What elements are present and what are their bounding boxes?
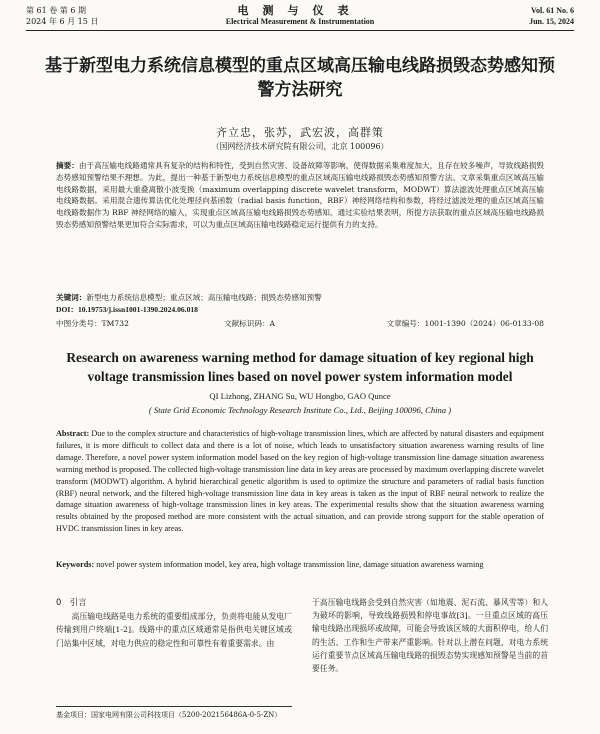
abstract-cn-text: 由于高压输电线路通常具有复杂的结构和特性，受到自然灾害、设备故障等影响，使得数据采集难度加大，且存在较多噪声，导致线路损毁态势感知预警结果不理想。为此，提出一种基于新型电力系统信息模型的重点区域高压输电线路损毁态势感知预警方法。文章采集重点区域高压输电线路数据，采用最大重叠离散小波变换（maximum overlapping discrete wavelet transform，MODWT）算法滤波处理重点区域高压输电线路数据。采用混合遗传算法优化处理径向基函数（radial basis function，RBF）神经网络结构和参数，将经过滤波处理的重点区域高压输电线路数据作为 RBF 神经网络的输入，实现重点区域高压输电线路损毁态势感知。通过实验结果表明，所提方法获取的重点区域高压输电线路损毁态势感知预警结果更加符合实际需求，可以为重点区域高压输电线路稳定运行提供有力的支持。 <box>56 161 545 229</box>
abstract-en-label: Abstract: <box>56 429 90 438</box>
authors-cn: 齐立忠，张苏，武宏波，高群策 <box>216 126 384 139</box>
document-code: 文献标识码：A <box>224 319 276 328</box>
keywords-en-label: Keywords: <box>56 560 95 569</box>
authors-en: QI Lizhong, ZHANG Su, WU Hongbo, GAO Qunce <box>209 391 391 401</box>
keywords-cn <box>56 292 544 303</box>
header-volume-en: Vol. 61 No. 6 <box>530 6 574 15</box>
article-number: 文章编号：1001-1390（2024）06-0133-08 <box>386 319 544 328</box>
intro-paragraph-left: 高压输电线路是电力系统的重要组成部分，负责将电能从发电厂传输到用户终端[1-2]。线路中的重点区域通常是指供电关键区域或门站集中区域，对电力供应的稳定性和可靠性有着重要需求。由 <box>56 612 292 648</box>
keywords-en <box>56 559 544 571</box>
header-rule <box>26 30 574 31</box>
journal-name-en: Electrical Measurement & Instrumentation <box>225 17 375 26</box>
abstract-en <box>56 428 544 535</box>
funding-footnote: 基金项目：国家电网有限公司科技项目（5200-202156486A-0-5-ZN） <box>56 706 292 721</box>
header-volume-info-en <box>529 5 574 27</box>
doi[interactable]: DOI：10.19753/j.issn1001-1390.2024.06.018 <box>56 305 198 314</box>
keywords-cn-text: 新型电力系统信息模型；重点区域；高压输电线路；损毁态势感知预警 <box>86 293 322 302</box>
keywords-cn-label: 关键词： <box>56 293 87 302</box>
abstract-cn-label: 摘要： <box>56 161 79 170</box>
keywords-en-text: novel power system information model, key area, high voltage transmission line, damage situation awareness warning <box>96 560 484 569</box>
body-column-left <box>56 596 292 650</box>
institution-cn: （国网经济技术研究院有限公司，北京 100096） <box>211 142 389 151</box>
header-date-cn: 2024 年 6 月 15 日 <box>26 17 99 26</box>
header-volume: 第 61 卷 第 6 期 <box>26 6 86 15</box>
journal-name-cn: 电测与仪表 <box>237 4 363 17</box>
section-heading-introduction: 0 引言 <box>56 597 87 607</box>
intro-paragraph-right: 于高压输电线路会受到自然灾害（如地震、泥石流、暴风雪等）和人为破坏的影响，导致线路损毁和停电事故[3]。一旦重点区域的高压输电线路出现损坏或故障，可能会导致该区域的大面积停电，给人们的生活、工作和生产带来严重影响。针对以上潜在问题，对电力系统运行重要节点区域高压输电线路的损毁态势实现感知预警是当前的首要任务。 <box>312 598 548 674</box>
abstract-en-text: Due to the complex structure and characteristics of high-voltage transmission lines, which are affected by natural disasters and equipment failures, it is more difficult to collect data and there is a lot of noise, which leads to unsatisfactory situation awareness warning results of line damage. Therefore, a novel power system information model based on the key region of high-voltage transmission line damage situation awareness warning method is proposed. The collected high-voltage transmission line data in key areas are processed by maximum overlapping discrete wavelet transform (MODWT) algorithm. A hybrid hierarchical genetic algorithm is used to optimize the structure and parameters of radial basis function (RBF) neural network, and the filtered high-voltage transmission line data in key areas is taken as the input of RBF neural network to realize the damage situation awareness of high-voltage transmission lines in key areas. The experimental results show that the situation awareness warning results obtained by the proposed method are more consistent with the actual situation, and can provide strong support for the stable operation of HVDC transmission lines in key areas. <box>56 429 545 534</box>
institution-en: ( State Grid Economic Technology Research Institute Co., Ltd., Beijing 100096, China ) <box>148 405 452 415</box>
body-column-right <box>312 596 548 675</box>
clc-number: 中图分类号：TM732 <box>56 319 129 328</box>
paper-title-en: Research on awareness warning method for damage situation of key regional high voltage transmission lines based on novel power system information model <box>66 350 534 384</box>
paper-title-cn: 基于新型电力系统信息模型的重点区域高压输电线路损毁态势感知预警方法研究 <box>45 56 555 100</box>
journal-name <box>26 5 574 27</box>
abstract-cn <box>56 160 544 231</box>
running-header <box>26 5 574 31</box>
header-date-en: Jun. 15, 2024 <box>529 17 574 26</box>
